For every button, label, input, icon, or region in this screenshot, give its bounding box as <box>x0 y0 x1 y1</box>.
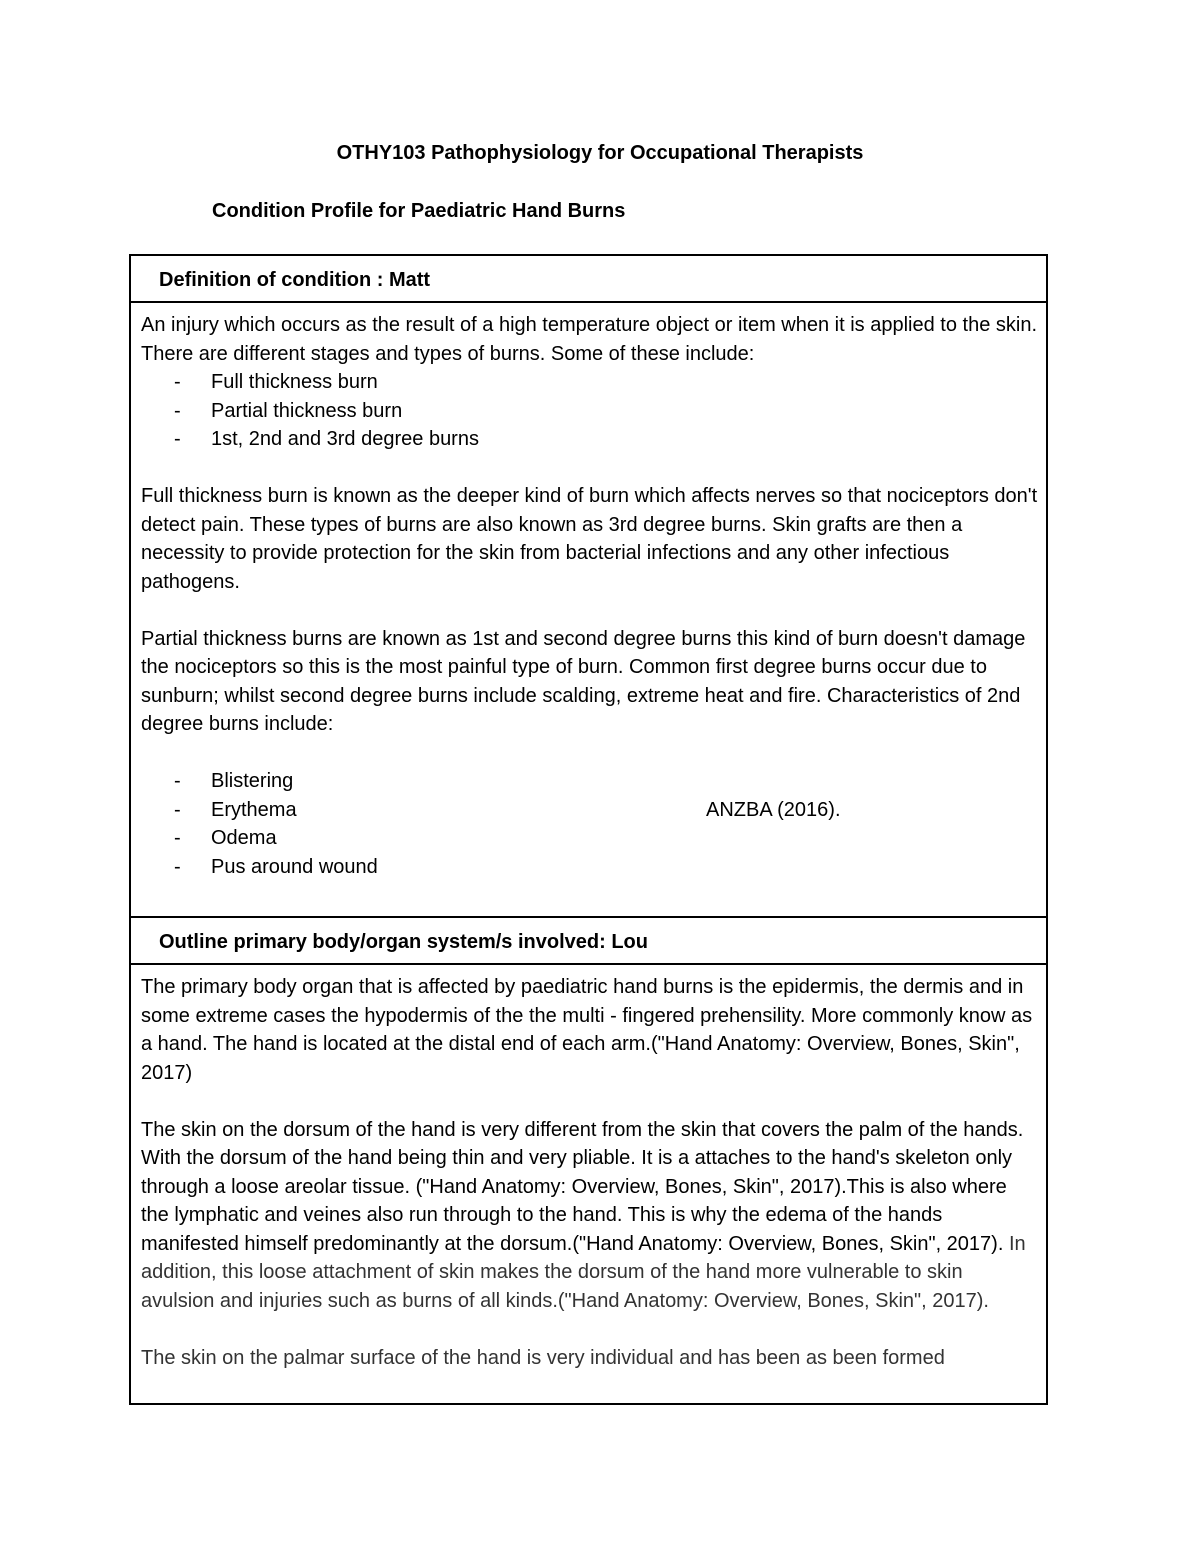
list-item: - Erythema ANZBA (2016). <box>141 796 1038 825</box>
partial-thickness-paragraph: Partial thickness burns are known as 1st and second degree burns this kind of burn doesn't damage the nociceptors so this is the most painful type of burn. Common first degree burns occur due to sunburn; whilst second degree burns include scalding, extreme heat and fire. Characteristics of 2nd degree burns include: <box>141 627 1026 735</box>
burn-types-list <box>141 368 1038 454</box>
citation: ANZBA (2016). <box>706 798 841 821</box>
body-systems-heading: Outline primary body/organ system/s involved: Lou <box>131 918 1046 965</box>
definition-cell <box>131 303 1046 918</box>
document-subtitle: Condition Profile for Paediatric Hand Burns <box>212 200 626 222</box>
list-item: - Partial thickness burn <box>174 399 403 422</box>
body-systems-paragraph-1: The primary body organ that is affected by paediatric hand burns is the epidermis, the dermis and in some extreme cases the hypodermis of the the multi - fingered prehensility. More commonly know as a hand. The hand is located at the distal end of each arm.("Hand Anatomy: Overview, Bones, Skin", 2017) <box>141 976 1033 1084</box>
list-item: - Odema <box>174 827 277 849</box>
list-item: - Full thickness burn <box>174 371 378 393</box>
full-thickness-paragraph: Full thickness burn is known as the deeper kind of burn which affects nerves so that nociceptors don't detect pain. These types of burns are also known as 3rd degree burns. Skin grafts are then a necessity to provide protection for the skin from bacterial infections and any other infectious pathogens. <box>141 485 1038 593</box>
condition-profile-table <box>129 254 1048 1405</box>
document-title: OTHY103 Pathophysiology for Occupational Therapists <box>336 142 864 164</box>
body-systems-paragraph-3: The skin on the palmar surface of the hand is very individual and has been as been formed <box>141 1346 945 1369</box>
definition-heading: Definition of condition : Matt <box>131 256 1046 303</box>
body-systems-paragraph-2: The skin on the dorsum of the hand is very different from the skin that covers the palm of the hands. With the dorsum of the hand being thin and very pliable. It is a attaches to the hand's skeleton only through a loose areolar tissue. ("Hand Anatomy: Overview, Bones, Skin", 2017).This is also where the lymphatic and veines also run through to the hand. This is why the edema of the hands manifested himself predominantly at the dorsum.("Hand Anatomy: Overview, Bones, Skin", 2017). In addition, this loose attachment of skin makes the dorsum of the hand more vulnerable to skin avulsion and injuries such as burns of all kinds.("Hand Anatomy: Overview, Bones, Skin", 2017). <box>141 1118 1026 1312</box>
definition-intro: An injury which occurs as the result of a high temperature object or item when it is applied to the skin. There are different stages and types of burns. Some of these include: <box>141 314 1038 365</box>
list-item: - 1st, 2nd and 3rd degree burns <box>174 428 479 450</box>
list-item: - Pus around wound <box>174 855 378 878</box>
characteristics-list <box>141 767 1038 881</box>
body-systems-cell <box>131 965 1046 1403</box>
list-item: - Blistering <box>174 770 294 792</box>
